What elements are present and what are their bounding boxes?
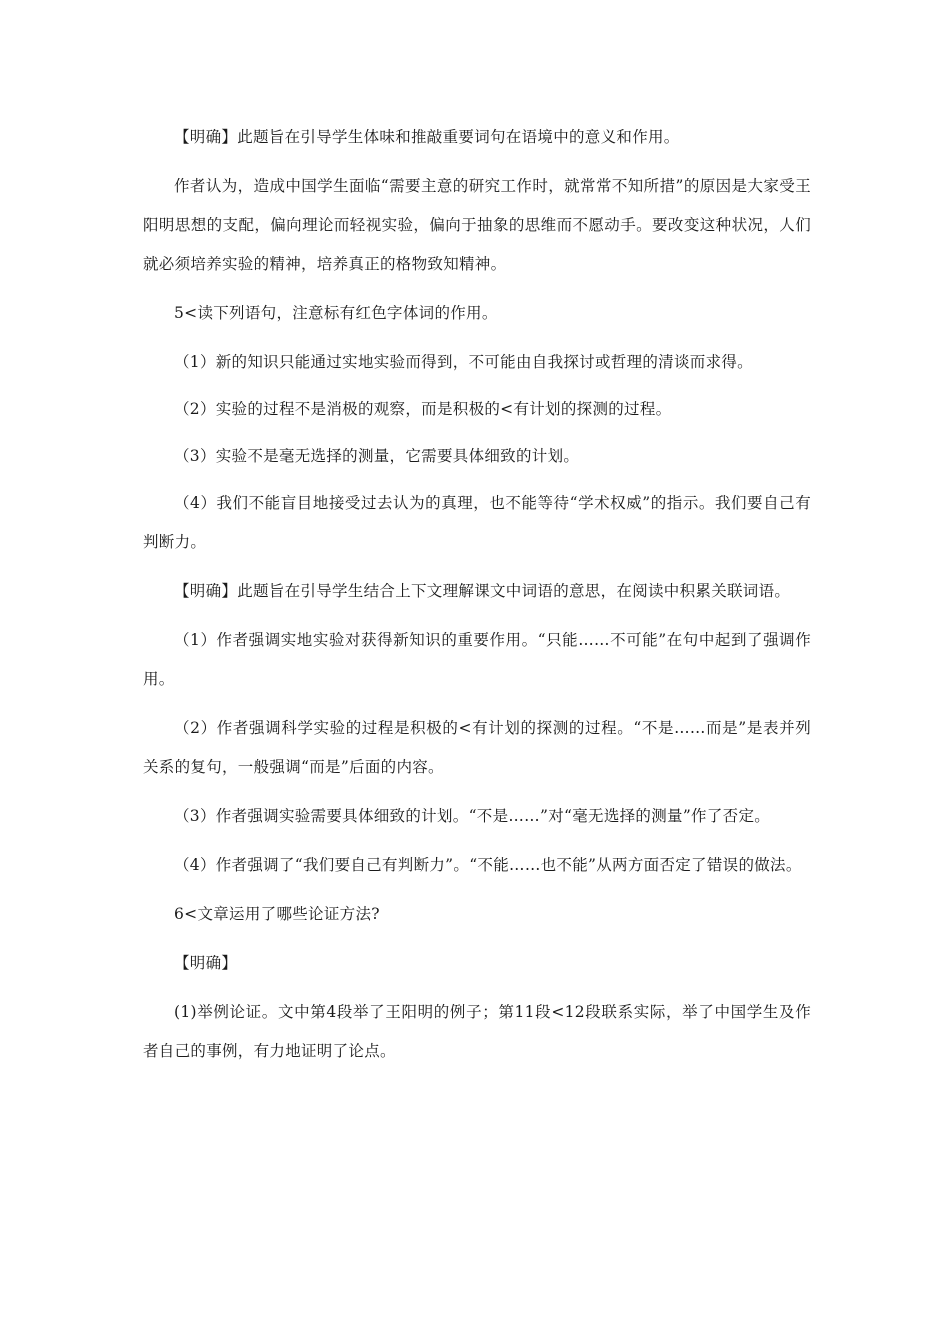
answer-item-2: （2）作者强调科学实验的过程是积极的<有计划的探测的过程。“不是……而是”是表并列关系的复句，一般强调“而是”后面的内容。: [143, 719, 811, 776]
answer-method-1: (1)举例论证。文中第4段举了王阳明的例子；第11段<12段联系实际，举了中国学生及作者自己的事例，有力地证明了论点。: [143, 1003, 811, 1060]
answer-heading-1: 【明确】此题旨在引导学生体味和推敲重要词句在语境中的意义和作用。: [174, 128, 680, 146]
answer-heading-2: 【明确】此题旨在引导学生结合上下文理解课文中词语的意思，在阅读中积累关联词语。: [174, 582, 791, 600]
question-5-item-4: （4）我们不能盲目地接受过去认为的真理，也不能等待“学术权威”的指示。我们要自己有判断力。: [143, 494, 811, 551]
answer-item-3: （3）作者强调实验需要具体细致的计划。“不是……”对“毫无选择的测量”作了否定。: [174, 807, 771, 825]
question-5: 5<读下列语句，注意标有红色字体词的作用。: [174, 304, 498, 322]
question-5-item-2: （2）实验的过程不是消极的观察，而是积极的<有计划的探测的过程。: [174, 400, 672, 418]
answer-item-4: （4）作者强调了“我们要自己有判断力”。“不能……也不能”从两方面否定了错误的做法。: [174, 856, 802, 874]
answer-heading-3: 【明确】: [174, 954, 238, 972]
question-5-item-3: （3）实验不是毫无选择的测量，它需要具体细致的计划。: [174, 447, 580, 465]
question-5-item-1: （1）新的知识只能通过实地实验而得到，不可能由自我探讨或哲理的清谈而求得。: [174, 353, 753, 371]
answer-paragraph-1: 作者认为，造成中国学生面临“需要主意的研究工作时，就常常不知所措”的原因是大家受王阳明思想的支配，偏向理论而轻视实验，偏向于抽象的思维而不愿动手。要改变这种状况，人们就必须培养实验的精神，培养真正的格物致知精神。: [143, 177, 811, 273]
answer-item-1: （1）作者强调实地实验对获得新知识的重要作用。“只能……不可能”在句中起到了强调作用。: [143, 631, 811, 688]
question-6: 6<文章运用了哪些论证方法?: [174, 905, 380, 923]
document-page: [143, 118, 811, 1081]
